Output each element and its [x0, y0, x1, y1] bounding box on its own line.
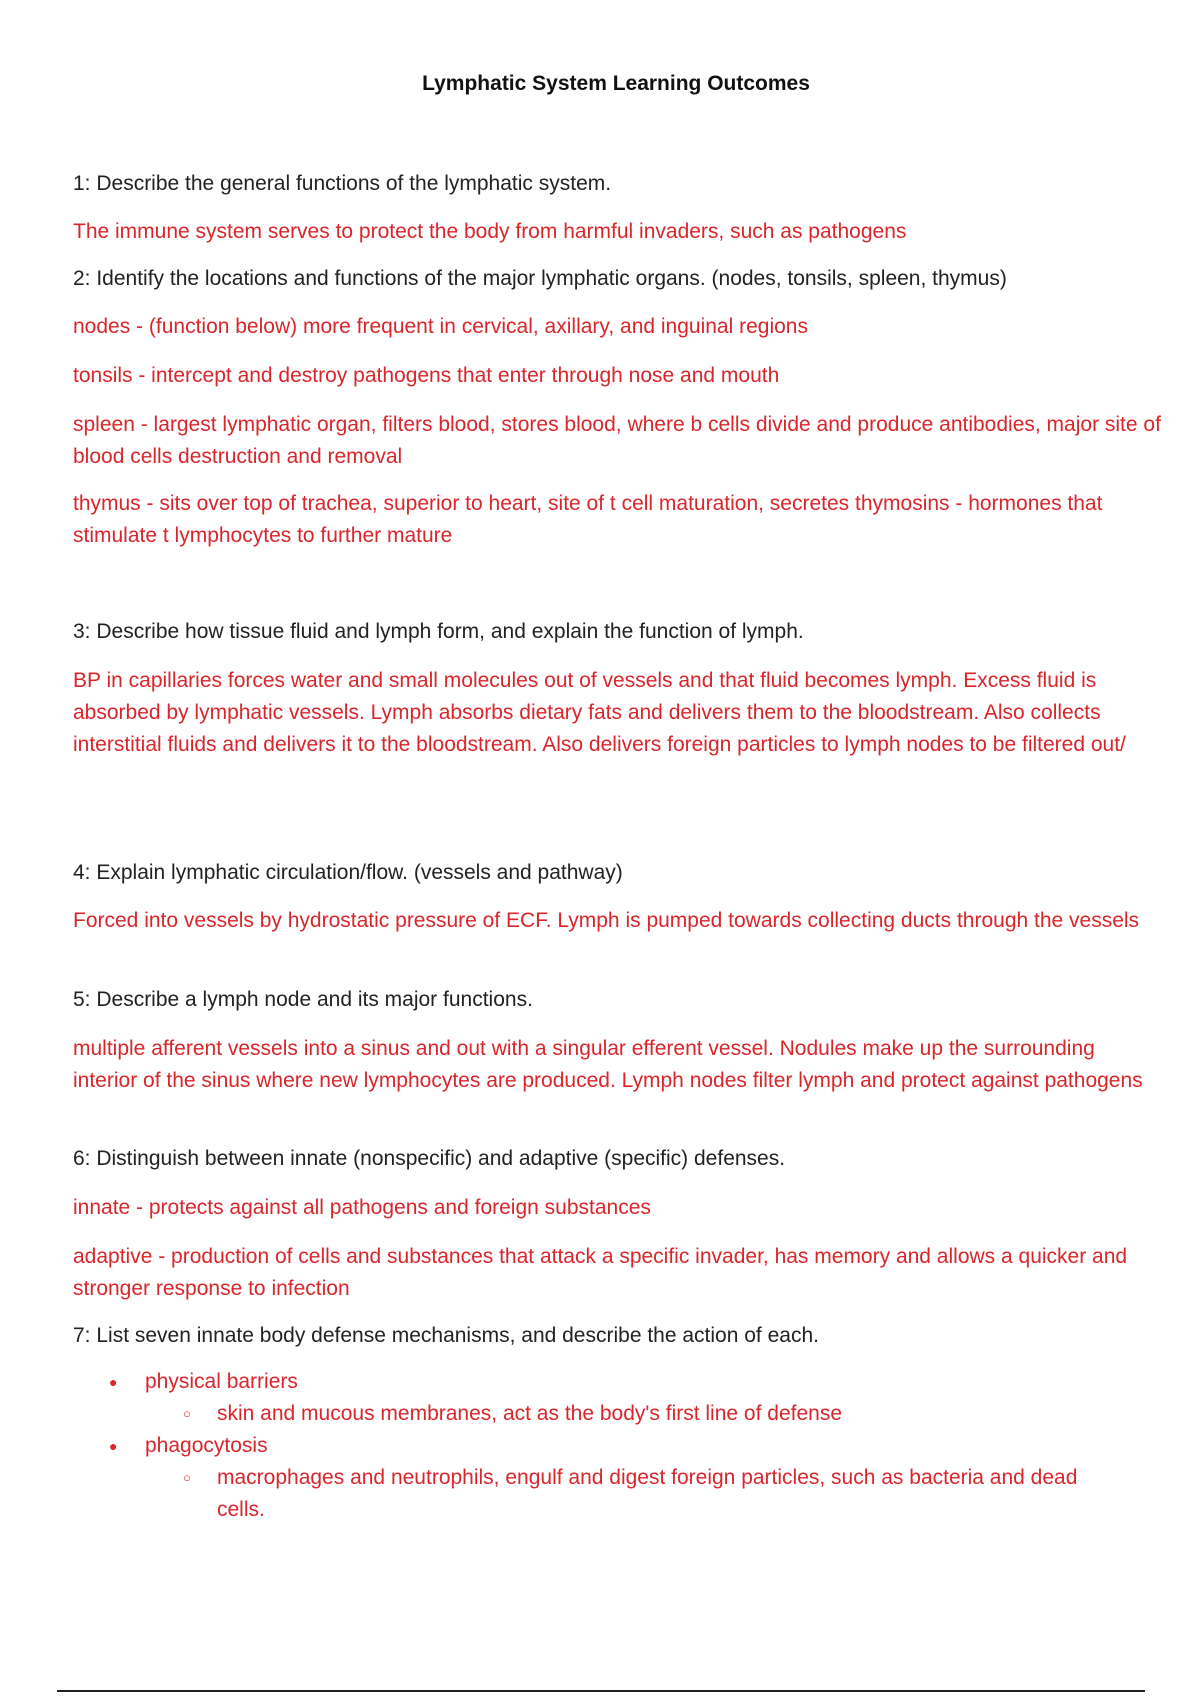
question-7: 7: List seven innate body defense mechanisms, and describe the action of each.: [73, 1324, 819, 1347]
list-item: ○ macrophages and neutrophils, engulf and digest foreign particles, such as bacteria and dead cells.: [217, 1462, 1090, 1526]
sub-bullet-list-1: [217, 1398, 842, 1430]
list-item: ○ skin and mucous membranes, act as the body's first line of defense: [217, 1398, 842, 1430]
answer-3: BP in capillaries forces water and small molecules out of vessels and that fluid becomes lymph. Excess fluid is absorbed by lymphatic vessels. Lymph absorbs dietary fats and delivers them to the bloodstream. Also collects interstitial fluids and delivers it to the bloodstream. Also delivers foreign particles to lymph nodes to be filtered out/: [73, 669, 1126, 756]
question-6: 6: Distinguish between innate (nonspecific) and adaptive (specific) defenses.: [73, 1147, 786, 1170]
page-title: Lymphatic System Learning Outcomes: [422, 72, 810, 95]
answer-2-tonsils: tonsils - intercept and destroy pathogens that enter through nose and mouth: [73, 364, 780, 387]
question-4: 4: Explain lymphatic circulation/flow. (vessels and pathway): [73, 861, 623, 884]
answer-1: The immune system serves to protect the body from harmful invaders, such as pathogens: [73, 220, 907, 243]
page-bottom-rule: [57, 1690, 1145, 1692]
answer-5: multiple afferent vessels into a sinus and out with a singular efferent vessel. Nodules make up the surrounding interior of the sinus where new lymphocytes are produced. Lymph nodes filter lymph and protect against pathogens: [73, 1037, 1143, 1092]
question-1: 1: Describe the general functions of the lymphatic system.: [73, 172, 612, 195]
answer-2-thymus: thymus - sits over top of trachea, superior to heart, site of t cell maturation, secretes thymosins - hormones that stimulate t lymphocytes to further mature: [73, 492, 1103, 547]
list-item: ● phagocytosis: [145, 1430, 268, 1462]
question-5: 5: Describe a lymph node and its major functions.: [73, 988, 533, 1011]
bullet-list-2: [145, 1430, 268, 1462]
answer-4: Forced into vessels by hydrostatic pressure of ECF. Lymph is pumped towards collecting ducts through the vessels: [73, 909, 1140, 932]
bullet-list-1: [145, 1366, 298, 1398]
question-2: 2: Identify the locations and functions of the major lymphatic organs. (nodes, tonsils, spleen, thymus): [73, 267, 1007, 290]
answer-2-spleen: spleen - largest lymphatic organ, filters blood, stores blood, where b cells divide and produce antibodies, major site of blood cells destruction and removal: [73, 413, 1161, 468]
answer-2-nodes: nodes - (function below) more frequent in cervical, axillary, and inguinal regions: [73, 315, 808, 338]
answer-6-innate: innate - protects against all pathogens and foreign substances: [73, 1196, 651, 1219]
question-3: 3: Describe how tissue fluid and lymph form, and explain the function of lymph.: [73, 620, 804, 643]
list-item: ● physical barriers: [145, 1366, 298, 1398]
answer-6-adaptive: adaptive - production of cells and substances that attack a specific invader, has memory and allows a quicker and stronger response to infection: [73, 1245, 1128, 1300]
sub-bullet-list-2: [217, 1462, 1090, 1526]
